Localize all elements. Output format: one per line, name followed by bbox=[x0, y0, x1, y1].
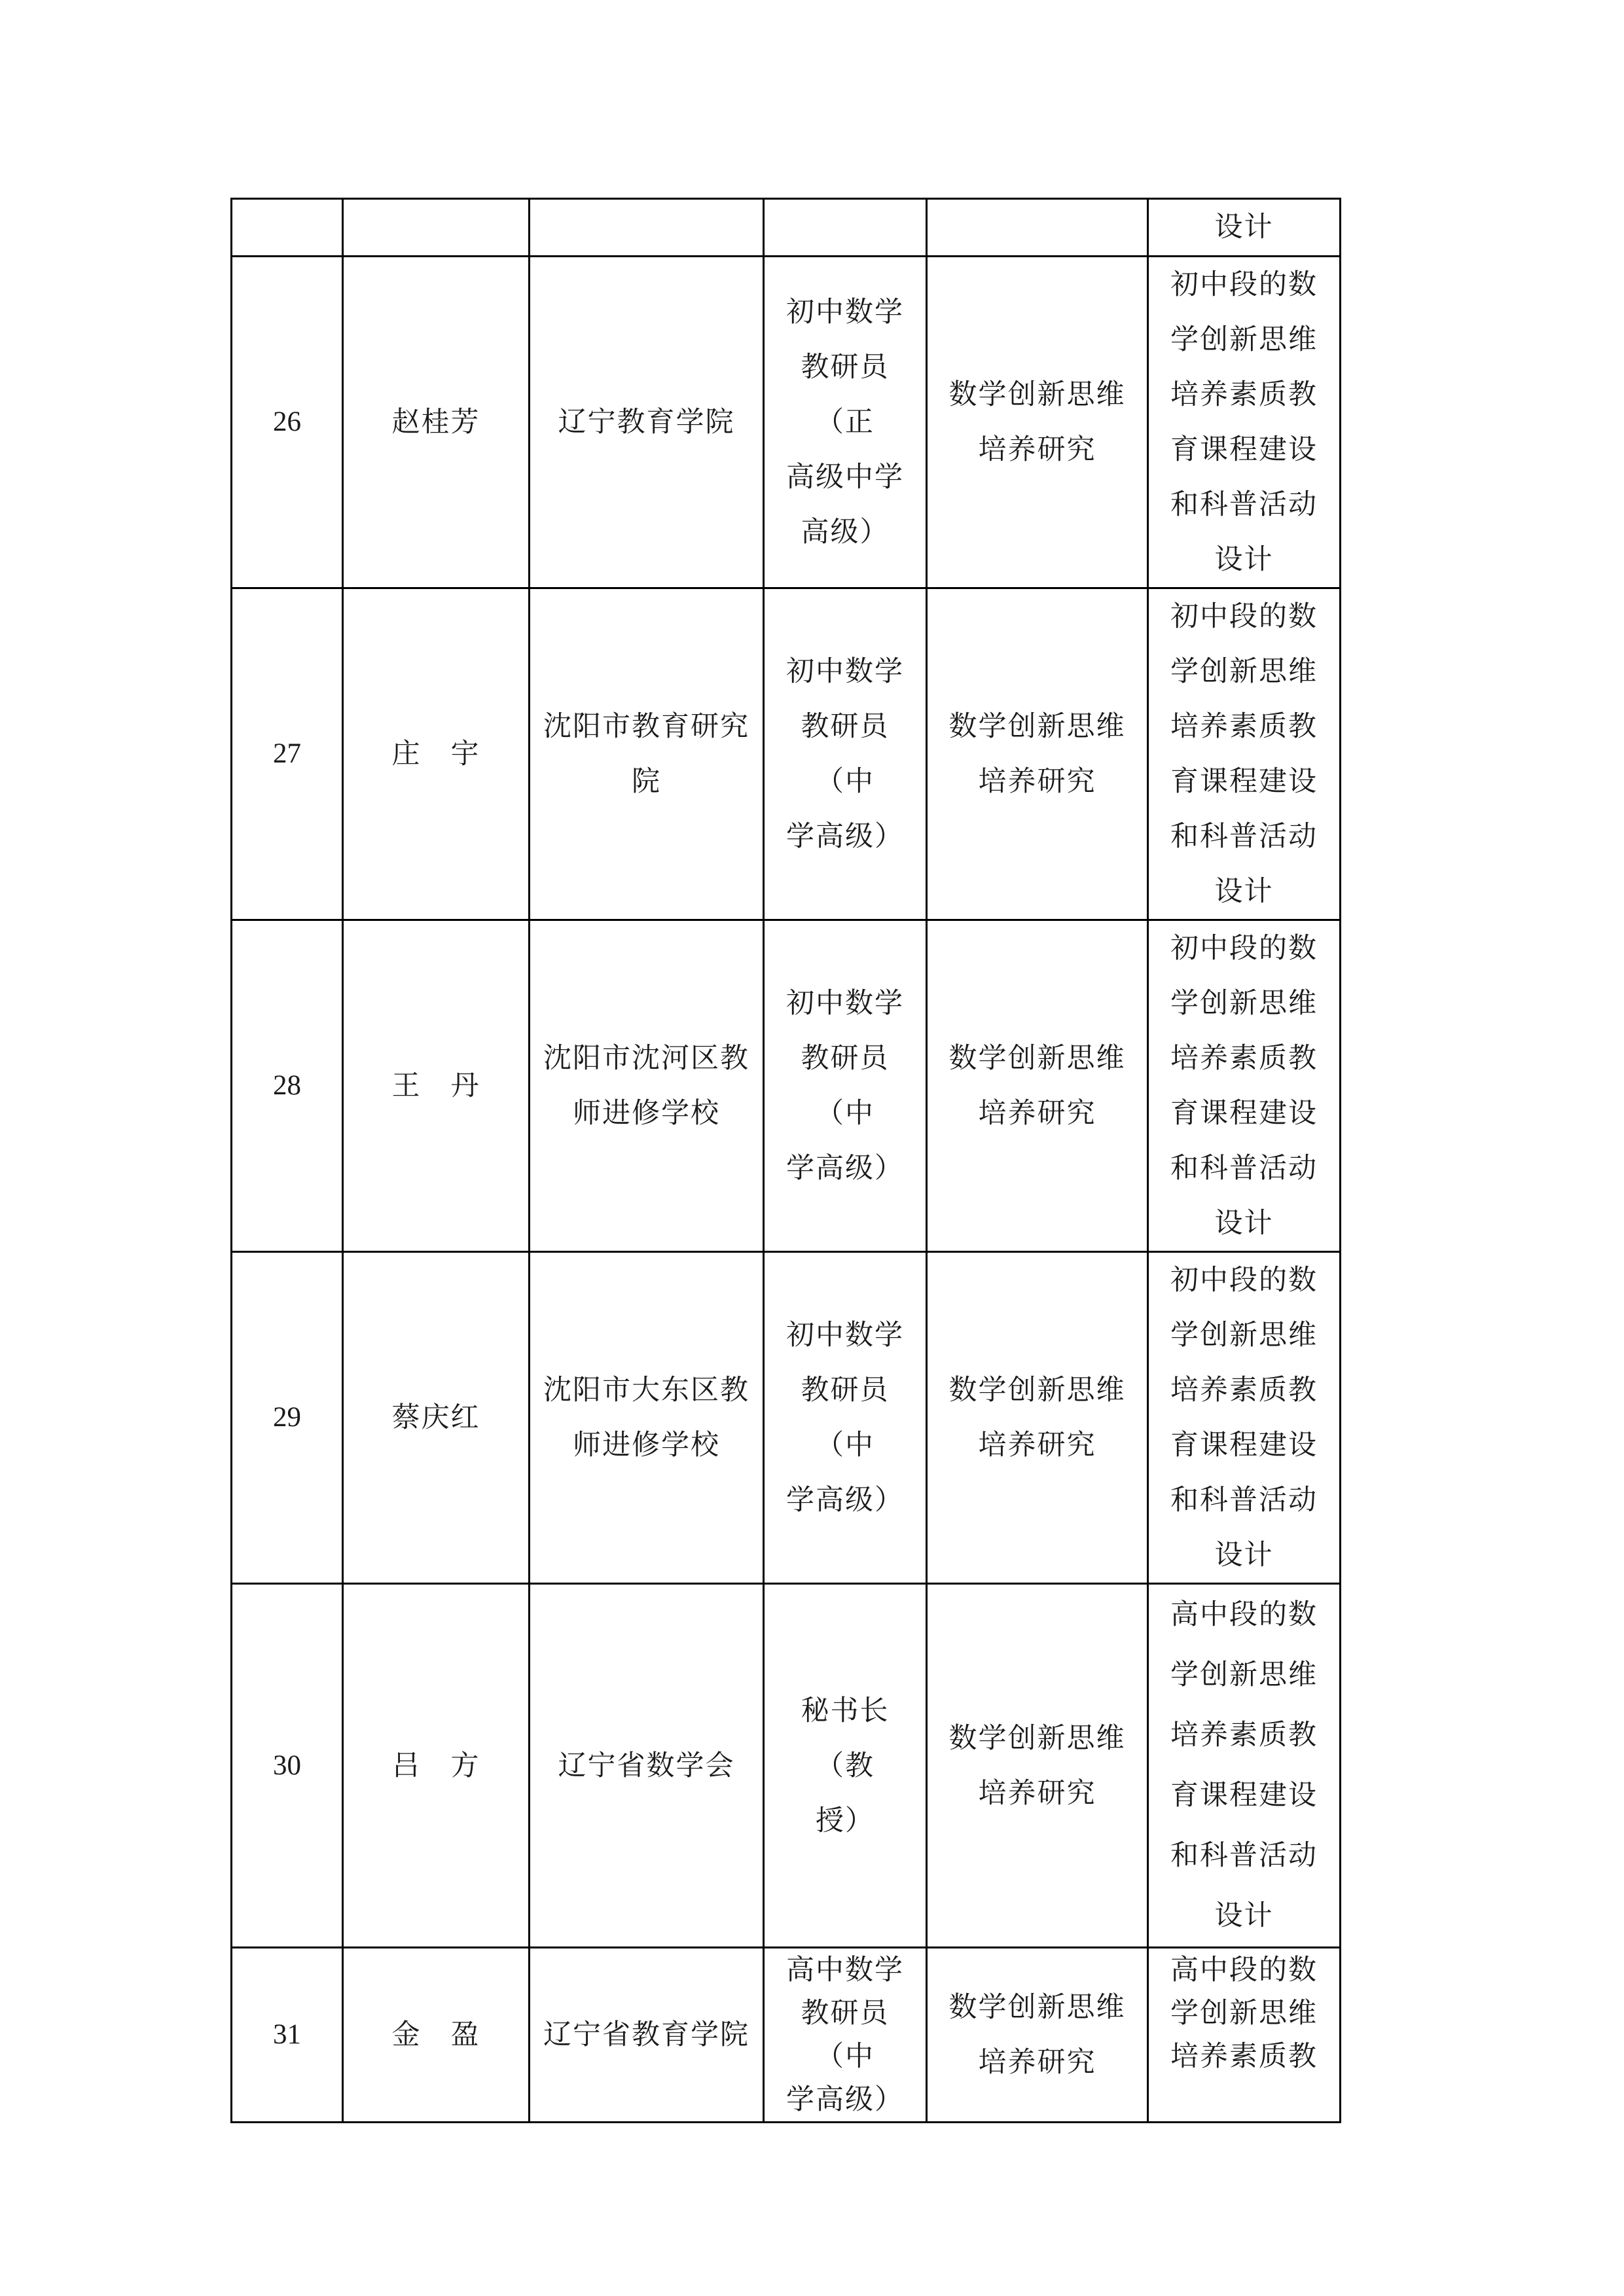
job-title: 初中数学 教研员（中 学高级） bbox=[764, 588, 927, 920]
job-title bbox=[764, 199, 927, 257]
table-row bbox=[232, 1584, 1341, 1948]
expert-name: 庄 宇 bbox=[343, 588, 530, 920]
research-direction: 数学创新思维 培养研究 bbox=[927, 1252, 1148, 1584]
table-row bbox=[232, 257, 1341, 588]
research-direction: 数学创新思维 培养研究 bbox=[927, 920, 1148, 1252]
work-unit: 辽宁省数学会 bbox=[530, 1584, 764, 1948]
expert-name: 金 盈 bbox=[343, 1948, 530, 2123]
row-number: 29 bbox=[232, 1252, 343, 1584]
expert-name: 王 丹 bbox=[343, 920, 530, 1252]
research-content: 初中段的数 学创新思维 培养素质教 育课程建设 和科普活动 设计 bbox=[1148, 1252, 1341, 1584]
row-number: 30 bbox=[232, 1584, 343, 1948]
table-row bbox=[232, 920, 1341, 1252]
work-unit: 辽宁省教育学院 bbox=[530, 1948, 764, 2123]
research-content: 初中段的数 学创新思维 培养素质教 育课程建设 和科普活动 设计 bbox=[1148, 920, 1341, 1252]
row-number: 31 bbox=[232, 1948, 343, 2123]
expert-name: 赵桂芳 bbox=[343, 257, 530, 588]
job-title: 秘书长（教 授） bbox=[764, 1584, 927, 1948]
work-unit: 辽宁教育学院 bbox=[530, 257, 764, 588]
research-direction: 数学创新思维 培养研究 bbox=[927, 1584, 1148, 1948]
work-unit: 沈阳市大东区教 师进修学校 bbox=[530, 1252, 764, 1584]
research-content: 高中段的数 学创新思维 培养素质教 育课程建设 和科普活动 设计 bbox=[1148, 1584, 1341, 1948]
row-number: 26 bbox=[232, 257, 343, 588]
expert-name: 吕 方 bbox=[343, 1584, 530, 1948]
research-content: 高中段的数 学创新思维 培养素质教 bbox=[1148, 1948, 1341, 2123]
job-title: 初中数学 教研员（中 学高级） bbox=[764, 920, 927, 1252]
table-row bbox=[232, 1252, 1341, 1584]
table-row bbox=[232, 588, 1341, 920]
table-row bbox=[232, 1948, 1341, 2123]
expert-table bbox=[230, 198, 1341, 2123]
job-title: 初中数学 教研员（正 高级中学 高级） bbox=[764, 257, 927, 588]
row-number: 27 bbox=[232, 588, 343, 920]
row-number bbox=[232, 199, 343, 257]
work-unit: 沈阳市沈河区教 师进修学校 bbox=[530, 920, 764, 1252]
research-content: 初中段的数 学创新思维 培养素质教 育课程建设 和科普活动 设计 bbox=[1148, 588, 1341, 920]
work-unit bbox=[530, 199, 764, 257]
table-row bbox=[232, 199, 1341, 257]
research-direction: 数学创新思维 培养研究 bbox=[927, 1948, 1148, 2123]
research-direction bbox=[927, 199, 1148, 257]
research-direction: 数学创新思维 培养研究 bbox=[927, 588, 1148, 920]
research-direction: 数学创新思维 培养研究 bbox=[927, 257, 1148, 588]
row-number: 28 bbox=[232, 920, 343, 1252]
job-title: 高中数学 教研员（中 学高级） bbox=[764, 1948, 927, 2123]
expert-name bbox=[343, 199, 530, 257]
expert-name: 蔡庆红 bbox=[343, 1252, 530, 1584]
research-content: 设计 bbox=[1148, 199, 1341, 257]
work-unit: 沈阳市教育研究 院 bbox=[530, 588, 764, 920]
research-content: 初中段的数 学创新思维 培养素质教 育课程建设 和科普活动 设计 bbox=[1148, 257, 1341, 588]
job-title: 初中数学 教研员（中 学高级） bbox=[764, 1252, 927, 1584]
